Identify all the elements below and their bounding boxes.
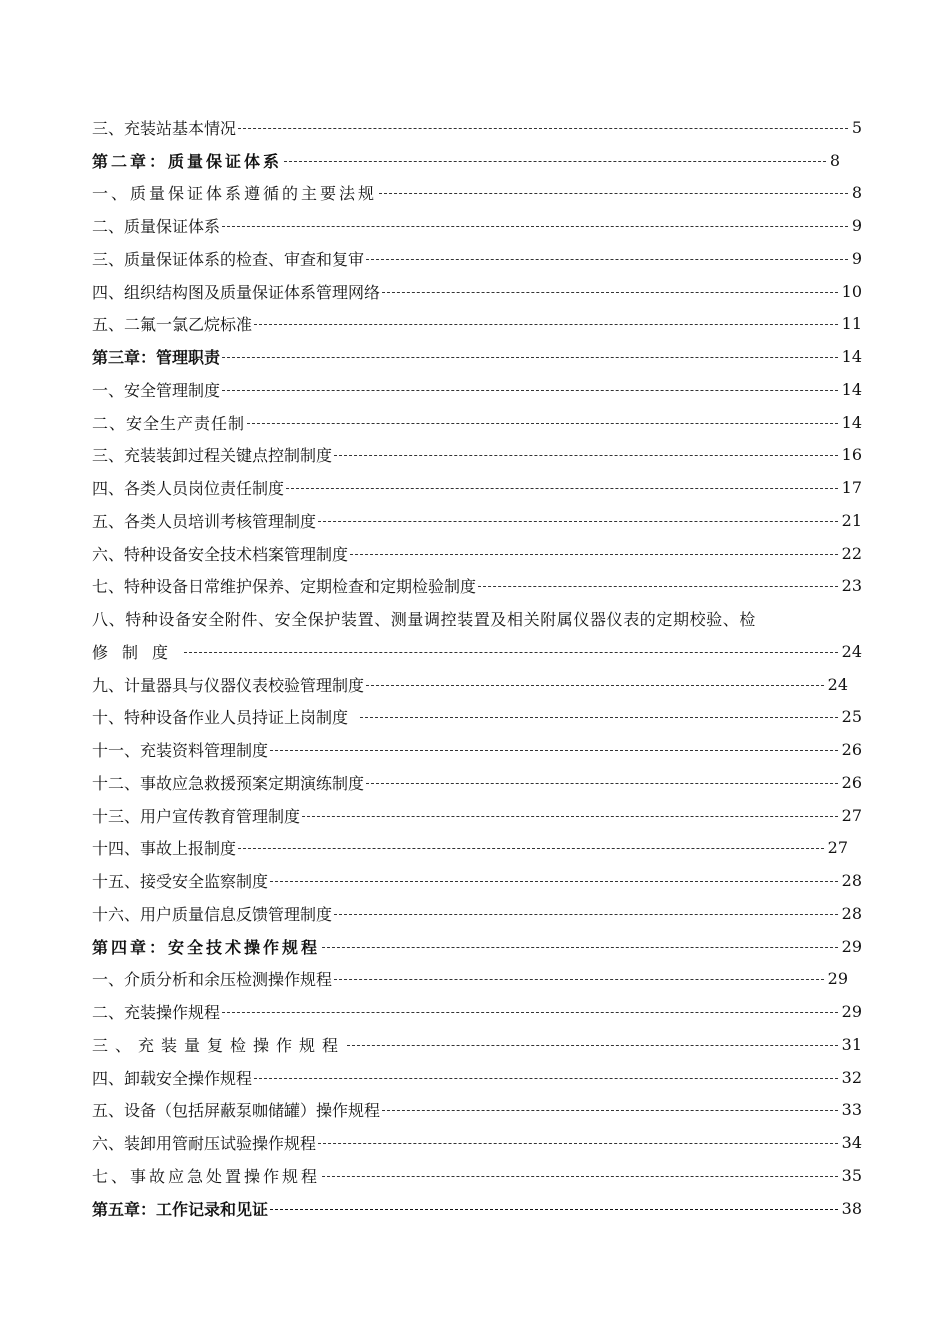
toc-leader — [184, 652, 838, 653]
toc-title: 六、特种设备安全技术档案管理制度 — [92, 544, 349, 564]
toc-title: 四、卸载安全操作规程 — [92, 1068, 253, 1088]
toc-leader — [222, 1012, 838, 1013]
toc-page: 24 — [827, 674, 848, 694]
toc-leader — [350, 554, 838, 555]
toc-leader — [270, 750, 838, 751]
toc-leader — [478, 586, 838, 587]
toc-entry[interactable] — [92, 864, 862, 897]
toc-entry[interactable] — [92, 570, 862, 603]
toc-leader — [302, 816, 838, 817]
toc-page: 25 — [841, 707, 862, 727]
toc-title: 十六、用户质量信息反馈管理制度 — [92, 904, 333, 924]
toc-entry[interactable] — [92, 766, 862, 799]
toc-entry[interactable] — [92, 1094, 862, 1127]
table-of-contents — [92, 111, 862, 1225]
toc-leader — [322, 1176, 838, 1177]
toc-title: 十二、事故应急救援预案定期演练制度 — [92, 773, 365, 793]
toc-entry[interactable] — [92, 701, 862, 734]
toc-page: 14 — [841, 379, 862, 399]
toc-page: 27 — [841, 805, 862, 825]
toc-title: 三、充装量复检操作规程 — [92, 1035, 346, 1055]
toc-page: 33 — [841, 1100, 862, 1120]
toc-leader — [318, 1143, 838, 1144]
toc-title: 十三、用户宣传教育管理制度 — [92, 806, 301, 826]
toc-page: 29 — [841, 1002, 862, 1022]
toc-page: 22 — [841, 543, 862, 563]
toc-leader — [284, 161, 826, 162]
toc-leader — [238, 128, 848, 129]
toc-leader — [379, 193, 848, 194]
toc-title: 二、安全生产责任制 — [92, 413, 246, 433]
toc-chapter[interactable] — [92, 930, 862, 963]
toc-page: 10 — [841, 281, 862, 301]
toc-title: 十一、充装资料管理制度 — [92, 741, 269, 761]
toc-page: 5 — [851, 117, 862, 137]
toc-entry[interactable] — [92, 1159, 862, 1192]
toc-page: 24 — [841, 641, 862, 661]
toc-title: 五、设备（包括屏蔽泵咖储罐）操作规程 — [92, 1101, 381, 1121]
toc-page: 38 — [841, 1198, 862, 1218]
toc-entry[interactable] — [92, 995, 862, 1028]
toc-entry[interactable] — [92, 209, 862, 242]
toc-title: 七、事故应急处置操作规程 — [92, 1166, 321, 1186]
toc-entry[interactable] — [92, 537, 862, 570]
toc-entry[interactable] — [92, 668, 862, 701]
toc-title: 十四、事故上报制度 — [92, 839, 237, 859]
toc-entry[interactable] — [92, 406, 862, 439]
toc-page: 26 — [841, 740, 862, 760]
toc-leader — [382, 292, 838, 293]
toc-entry[interactable] — [92, 799, 862, 832]
toc-leader — [222, 357, 838, 358]
toc-leader — [360, 717, 838, 718]
toc-entry[interactable] — [92, 602, 862, 635]
toc-title: 第二章：质量保证体系 — [92, 151, 283, 171]
toc-chapter[interactable] — [92, 144, 862, 177]
toc-page: 23 — [841, 576, 862, 596]
toc-leader — [286, 488, 838, 489]
toc-title: 第四章：安全技术操作规程 — [92, 937, 321, 957]
toc-title: 二、充装操作规程 — [92, 1003, 221, 1023]
toc-leader — [254, 1078, 838, 1079]
toc-title: 修制度 — [92, 642, 183, 662]
toc-title: 第五章：工作记录和见证 — [92, 1199, 269, 1219]
toc-page: 14 — [841, 347, 862, 367]
toc-entry-continued[interactable] — [92, 635, 862, 668]
toc-title: 四、各类人员岗位责任制度 — [92, 479, 285, 499]
toc-leader — [366, 685, 824, 686]
toc-leader — [366, 259, 848, 260]
toc-title: 十、特种设备作业人员持证上岗制度 — [92, 708, 349, 728]
toc-entry[interactable] — [92, 733, 862, 766]
toc-title: 第三章：管理职责 — [92, 348, 221, 368]
toc-page: 28 — [841, 903, 862, 923]
toc-entry[interactable] — [92, 897, 862, 930]
toc-page: 31 — [841, 1034, 862, 1054]
toc-entry[interactable] — [92, 242, 862, 275]
toc-title: 十五、接受安全监察制度 — [92, 872, 269, 892]
toc-page: 8 — [851, 183, 862, 203]
toc-page: 21 — [841, 510, 862, 530]
toc-page: 27 — [827, 838, 848, 858]
toc-leader — [382, 1110, 838, 1111]
toc-leader — [322, 947, 838, 948]
toc-entry[interactable] — [92, 1126, 862, 1159]
toc-entry[interactable] — [92, 439, 862, 472]
toc-title: 五、二氟一氯乙烷标准 — [92, 315, 253, 335]
toc-title: 一、介质分析和余压检测操作规程 — [92, 970, 333, 990]
toc-entry[interactable] — [92, 504, 862, 537]
toc-leader — [270, 881, 838, 882]
toc-title: 六、装卸用管耐压试验操作规程 — [92, 1134, 317, 1154]
toc-leader — [334, 914, 838, 915]
toc-title: 三、充装装卸过程关键点控制制度 — [92, 446, 333, 466]
toc-page: 26 — [841, 772, 862, 792]
toc-entry[interactable] — [92, 275, 862, 308]
toc-leader — [270, 1209, 838, 1210]
toc-chapter[interactable] — [92, 340, 862, 373]
toc-leader — [334, 979, 824, 980]
toc-title: 四、组织结构图及质量保证体系管理网络 — [92, 282, 381, 302]
toc-chapter[interactable] — [92, 1192, 862, 1225]
toc-leader — [366, 783, 838, 784]
toc-page: 28 — [841, 871, 862, 891]
toc-page: 14 — [841, 412, 862, 432]
toc-leader — [334, 455, 838, 456]
toc-page: 35 — [841, 1165, 862, 1185]
toc-title: 一、质量保证体系遵循的主要法规 — [92, 184, 378, 204]
toc-page: 29 — [827, 969, 848, 989]
toc-page: 34 — [841, 1133, 862, 1153]
toc-title: 一、安全管理制度 — [92, 380, 221, 400]
toc-page: 11 — [841, 314, 862, 334]
toc-title: 八、特种设备安全附件、安全保护装置、测量调控装置及相关附属仪器仪表的定期校验、检 — [92, 610, 757, 630]
toc-title: 七、特种设备日常维护保养、定期检查和定期检验制度 — [92, 577, 477, 597]
toc-page: 29 — [841, 936, 862, 956]
toc-page: 17 — [841, 478, 862, 498]
toc-entry[interactable] — [92, 963, 862, 996]
toc-title: 九、计量器具与仪器仪表校验管理制度 — [92, 675, 365, 695]
toc-entry[interactable] — [92, 177, 862, 210]
toc-entry[interactable] — [92, 1028, 862, 1061]
toc-leader — [222, 226, 848, 227]
toc-leader — [247, 423, 838, 424]
toc-title: 二、质量保证体系 — [92, 217, 221, 237]
toc-entry[interactable] — [92, 373, 862, 406]
toc-leader — [318, 521, 838, 522]
toc-page: 9 — [851, 248, 862, 268]
toc-entry[interactable] — [92, 471, 862, 504]
toc-leader — [347, 1045, 838, 1046]
toc-title: 三、充装站基本情况 — [92, 118, 237, 138]
toc-entry[interactable] — [92, 308, 862, 341]
toc-page: 32 — [841, 1067, 862, 1087]
toc-leader — [254, 324, 838, 325]
toc-leader — [222, 390, 838, 391]
toc-entry[interactable] — [92, 832, 862, 865]
toc-page: 16 — [841, 445, 862, 465]
toc-page: 8 — [829, 150, 840, 170]
toc-entry[interactable] — [92, 111, 862, 144]
toc-page: 9 — [851, 216, 862, 236]
toc-leader — [238, 848, 824, 849]
toc-title: 三、质量保证体系的检查、审查和复审 — [92, 249, 365, 269]
toc-title: 五、各类人员培训考核管理制度 — [92, 511, 317, 531]
toc-entry[interactable] — [92, 1061, 862, 1094]
